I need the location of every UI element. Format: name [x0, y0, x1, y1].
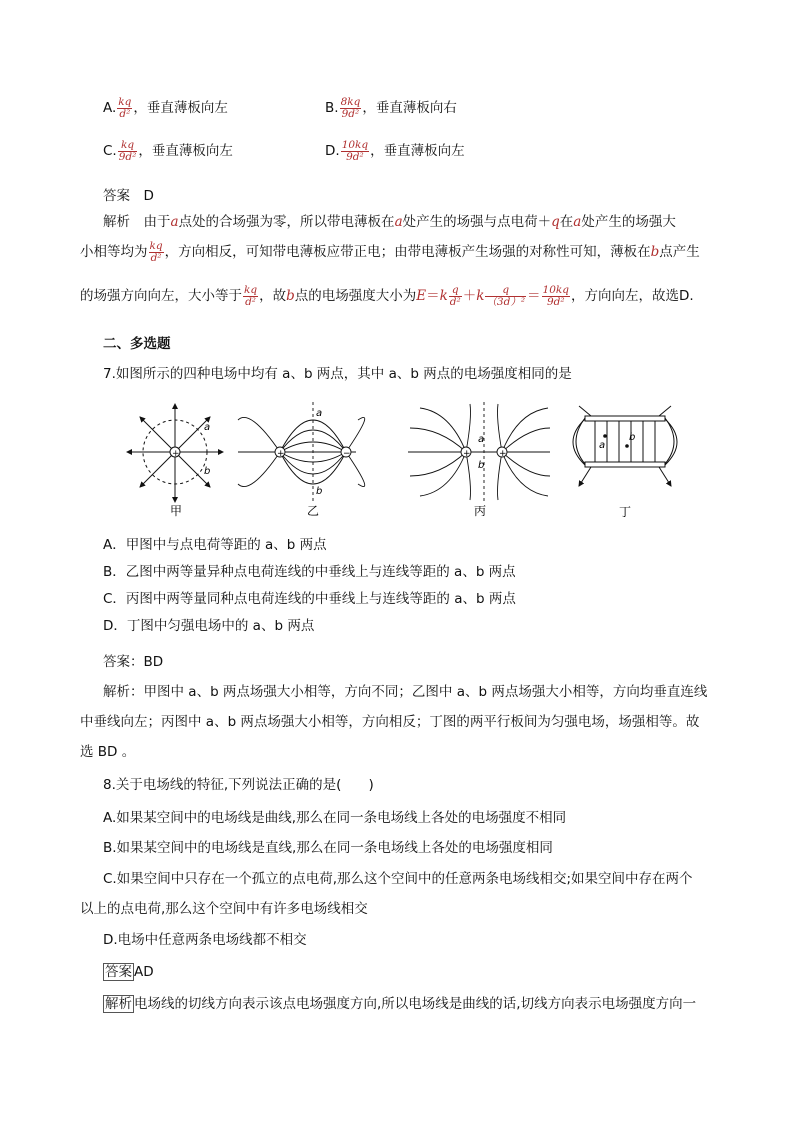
q8-option-c-cont: 以上的点电荷,那么这个空间中有许多电场线相交	[80, 901, 368, 917]
q8-option-c: C.如果空间中只存在一个孤立的点电荷,那么这个空间中的任意两条电场线相交;如果空间中存在两个	[103, 871, 693, 887]
svg-text:a: a	[478, 434, 485, 445]
label-ding: 丁	[619, 505, 632, 519]
q7-option-b: B．乙图中两等量异种点电荷连线的中垂线上与连线等距的 a、b 两点	[103, 564, 516, 580]
svg-text:a: a	[599, 440, 606, 451]
q7-stem: 7.如图所示的四种电场中均有 a、b 两点，其中 a、b 两点的电场强度相同的是	[103, 366, 572, 382]
q8-option-a: A.如果某空间中的电场线是曲线,那么在同一条电场线上各处的电场强度不相同	[103, 810, 567, 826]
svg-text:−: −	[343, 449, 351, 459]
q6-answer: 答案 D	[103, 188, 154, 204]
section-title: 二、多选题	[103, 336, 171, 352]
label-yi: 乙	[307, 504, 320, 518]
fraction: $\frac{kq}{\text{d²}}$	[118, 95, 132, 120]
q6-explanation-line3: 的场强方向向左，大小等于 $\frac{kq}{\text{d²}}$ ，故b点的电场强度大小为E＝k $\frac{q}{\text{d²}}$ ＋k $\frac{q}{\text{（3d）²}}$ ＝ $\frac{10kq}{\text{9d²}}$ ，方向向左，故选D.	[80, 283, 694, 308]
fraction: $\frac{q}{\text{d²}}$	[449, 283, 461, 308]
svg-text:+: +	[277, 449, 285, 459]
label-a: a	[204, 422, 211, 433]
q8-stem: 8.关于电场线的特征,下列说法正确的是( )	[103, 777, 374, 793]
svg-text:a: a	[316, 408, 323, 419]
figure-ding-plates	[565, 404, 685, 519]
fraction: $\frac{10kq}{\text{9d²}}$	[542, 283, 569, 308]
fraction: $\frac{10kq}{\text{9d²}}$	[341, 138, 369, 163]
q7-explanation-3: 选 BD 。	[80, 744, 136, 760]
q6-explanation-line2: 小相等均为 $\frac{kq}{\text{d²}}$ ，方向相反，可知带电薄板应带正电；由带电薄板产生场强的对称性可知，薄板在b点产生	[80, 239, 700, 264]
fraction: $\frac{kq}{\text{9d²}}$	[118, 138, 137, 163]
fraction: $\frac{kq}{\text{d²}}$	[149, 239, 163, 264]
q8-option-b: B.如果某空间中的电场线是直线,那么在同一条电场线上各处的电场强度相同	[103, 840, 553, 856]
q7-option-d: D．丁图中匀强电场中的 a、b 两点	[103, 618, 315, 634]
svg-text:+: +	[463, 449, 471, 459]
fraction: $\frac{8kq}{\text{9d²}}$	[340, 95, 361, 120]
label-bing: 丙	[474, 504, 487, 518]
svg-text:b: b	[478, 460, 485, 471]
q6-option-c: C. $\frac{kq}{\text{9d²}}$ ，垂直薄板向左	[103, 138, 233, 163]
electric-field-figure	[120, 398, 600, 523]
figure-jia	[127, 404, 223, 502]
explanation-label: 解析	[105, 996, 132, 1012]
figure-bing	[408, 402, 550, 502]
svg-text:+: +	[172, 449, 180, 459]
q7-explanation-1: 解析：甲图中 a、b 两点场强大小相等，方向不同；乙图中 a、b 两点场强大小相等，方向均垂直连线	[103, 684, 708, 700]
q7-answer: 答案：BD	[103, 654, 164, 670]
q7-option-c: C．丙图中两等量同种点电荷连线的中垂线上与连线等距的 a、b 两点	[103, 591, 516, 607]
q8-option-d: D.电场中任意两条电场线都不相交	[103, 932, 307, 948]
q7-option-a: A．甲图中与点电荷等距的 a、b 两点	[103, 537, 327, 553]
svg-text:+: +	[499, 449, 507, 459]
q8-explanation: 解析 电场线的切线方向表示该点电场强度方向,所以电场线是曲线的话,切线方向表示电场强度方向一	[105, 996, 697, 1012]
svg-text:b: b	[629, 432, 636, 443]
q6-option-b: B. $\frac{8kq}{\text{9d²}}$ ，垂直薄板向右	[325, 95, 457, 120]
q6-option-a: A. $\frac{kq}{\text{d²}}$ ，垂直薄板向左	[103, 95, 228, 120]
label-jia: 甲	[170, 504, 183, 518]
fraction: $\frac{q}{\text{（3d）²}}$	[486, 283, 526, 308]
q8-answer	[103, 960, 154, 980]
label-b: b	[204, 466, 211, 477]
q6-option-d: D. $\frac{10kq}{\text{9d²}}$ ，垂直薄板向左	[325, 138, 465, 163]
q6-explanation-line1: 解析 由于a点处的合场强为零，所以带电薄板在a处产生的场强与点电荷＋q在a处产生的场强大	[103, 214, 676, 230]
answer-value: AD	[134, 964, 154, 980]
fraction: $\frac{kq}{\text{d²}}$	[244, 283, 258, 308]
svg-text:b: b	[316, 486, 323, 497]
q7-explanation-2: 中垂线向左；丙图中 a、b 两点场强大小相等，方向相反；丁图的两平行板间为匀强电场，场强相等。故	[80, 714, 700, 730]
answer-label: 答案	[105, 964, 132, 980]
